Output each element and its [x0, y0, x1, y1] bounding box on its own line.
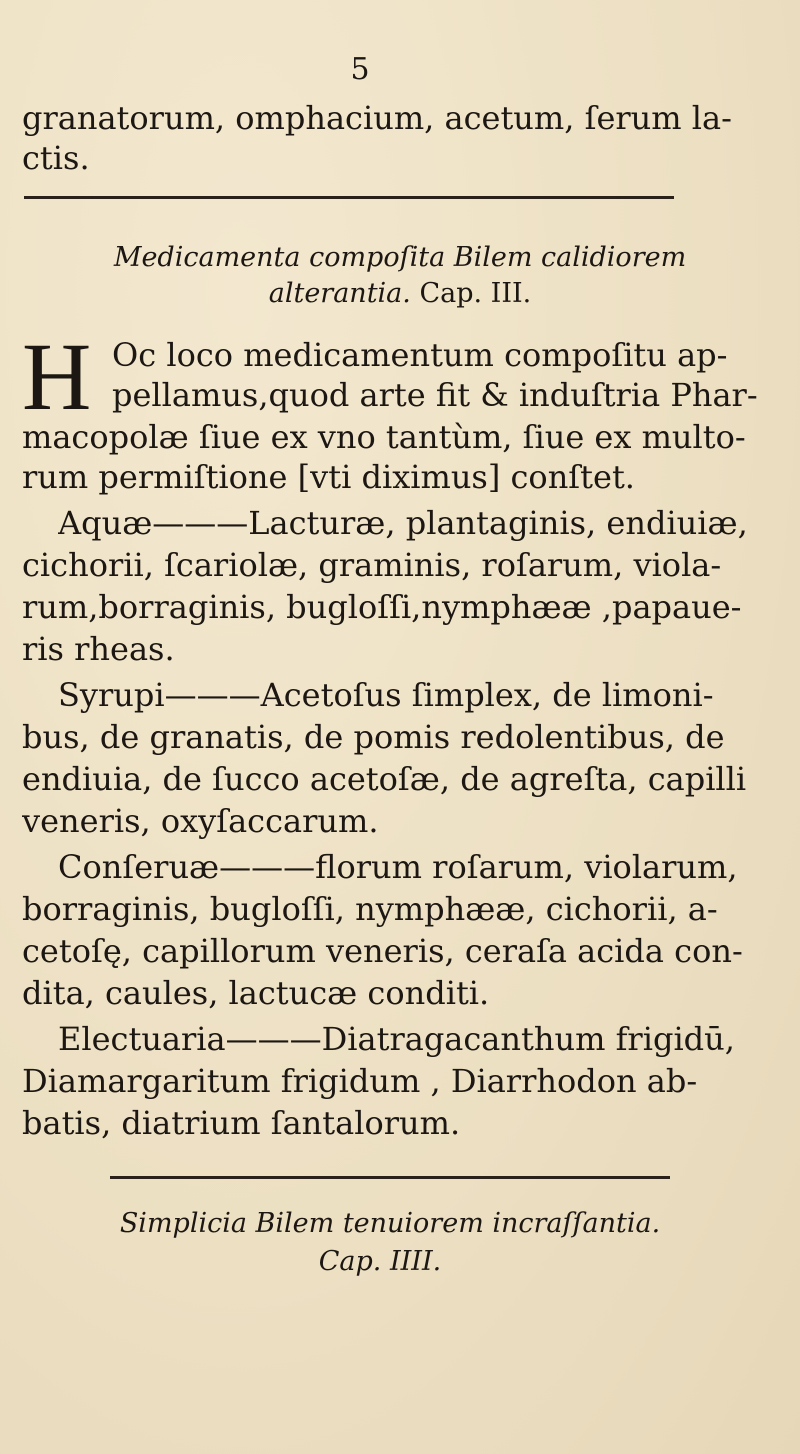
syrupi-line-2: bus, de granatis, de pomis redolentibus, de: [22, 718, 725, 756]
section-rule-bottom: [110, 1176, 670, 1179]
intro-line-1: granatorum, omphacium, acetum, ſerum la-: [22, 99, 732, 137]
chapter-3-cap-label: Cap. III.: [419, 278, 532, 309]
electuaria-line-3: batis, diatrium ſantalorum.: [22, 1104, 461, 1142]
chapter-3-title-line-1: Medicamenta compoſita Bilem calidiorem: [113, 242, 687, 273]
chapter-4-title: Simplicia Bilem tenuiorem incraſſantia.: [119, 1208, 661, 1239]
syrupi-line-4: veneris, oxyſaccarum.: [22, 802, 379, 840]
chapter-4-cap-label: Cap. IIII.: [318, 1246, 442, 1277]
chapter-3-line-3: macopolæ ſiue ex vno tantùm, ſiue ex multo-: [22, 418, 746, 456]
conservae-line-2: borraginis, bugloſſi, nymphææ, cichorii, a-: [22, 890, 718, 928]
electuaria-line-1: Electuaria———Diatragacanthum frigidū,: [58, 1020, 735, 1058]
aquae-line-3: rum,borraginis, bugloſſi,nymphææ ,papaue-: [22, 588, 742, 626]
chapter-3-title-alterantia: alterantia.: [268, 278, 411, 309]
conservae-line-3: cetoſę, capillorum veneris, ceraſa acida con-: [22, 932, 743, 970]
chapter-3-title-line-2: [0, 276, 800, 312]
conservae-line-4: dita, caules, lactucæ conditi.: [22, 974, 490, 1012]
chapter-3-line-2: pellamus,quod arte fit & induſtria Phar-: [112, 376, 758, 414]
syrupi-line-3: endiuia, de ſucco acetoſæ, de agreſta, capilli: [22, 760, 747, 798]
aquae-line-4: ris rheas.: [22, 630, 175, 668]
syrupi-line-1: Syrupi———Acetoſus ſimplex, de limoni-: [58, 676, 714, 714]
page-number: 5: [350, 52, 370, 87]
aquae-line-1: Aquæ———Lacturæ, plantaginis, endiuiæ,: [58, 504, 748, 542]
intro-line-2: ctis.: [22, 139, 90, 177]
section-rule-top: [24, 196, 674, 199]
conservae-line-1: Conſeruæ———florum roſarum, violarum,: [58, 848, 738, 886]
chapter-3-line-1: Oc loco medicamentum compoſitu ap-: [112, 336, 728, 374]
drop-capital-letter: H: [22, 323, 92, 430]
aquae-line-2: cichorii, ſcariolæ, graminis, roſarum, viola-: [22, 546, 722, 584]
electuaria-line-2: Diamargaritum frigidum , Diarrhodon ab-: [22, 1062, 698, 1100]
chapter-3-line-4: rum permiſtione [vti diximus] conſtet.: [22, 458, 635, 496]
